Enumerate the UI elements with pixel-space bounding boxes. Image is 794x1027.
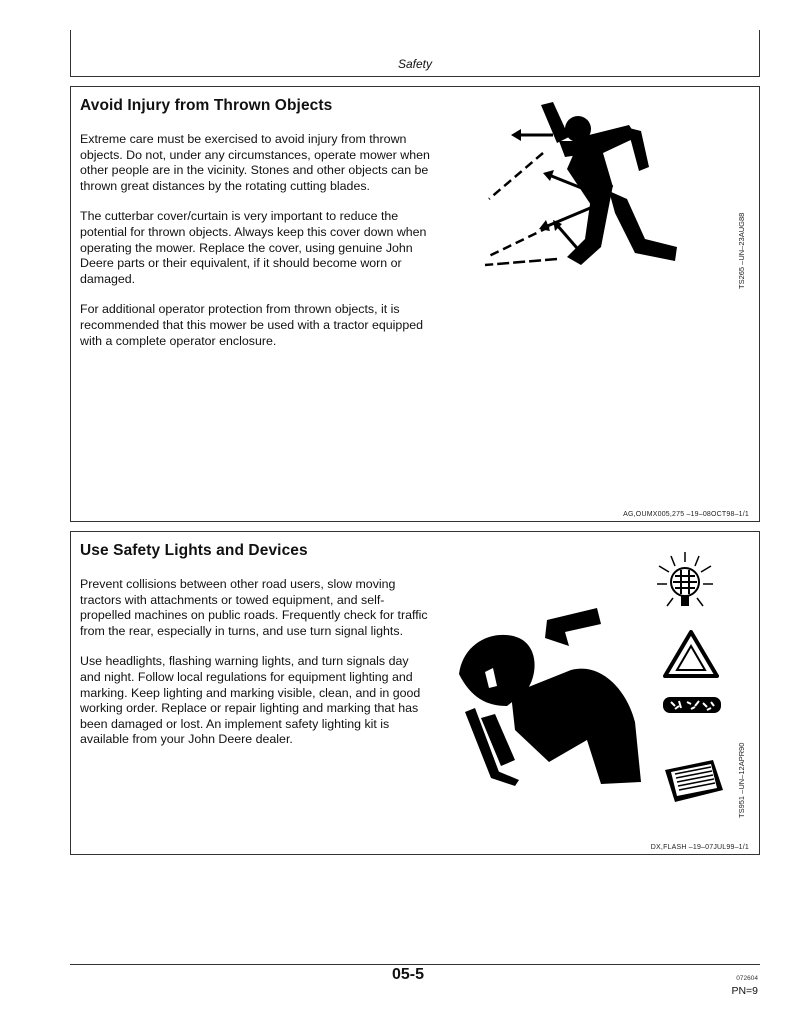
paragraph: For additional operator protection from thrown objects, it is recommended that this mower be used with a tractor equipped with a complete operator enclosure. [80, 302, 423, 348]
reflector-strip-icon [661, 694, 723, 716]
smv-triangle-icon [663, 630, 719, 678]
pn-label: PN=9 [731, 985, 758, 997]
header-right-rule [759, 30, 760, 76]
section-thrown-objects [70, 86, 760, 522]
reference-code: DX,FLASH –19–07JUL99–1/1 [650, 844, 749, 851]
section-body [80, 132, 430, 364]
reference-code: AG,OUMX005,275 –19–08OCT98–1/1 [623, 511, 749, 518]
header-left-rule [70, 30, 71, 76]
paragraph: Use headlights, flashing warning lights, and turn signals day and night. Follow local regulations for equipment lighting and marking. Keep lighting and marking visible, clean, and in good working order. Replace or repair lighting and marking that has been damaged or lost. An implement safety lighting kit is available from your John Deere dealer. [80, 654, 421, 747]
section-title: Avoid Injury from Thrown Objects [80, 97, 333, 114]
section-safety-lights [70, 531, 760, 855]
reflector-panel-icon [661, 756, 727, 806]
section-body [80, 577, 430, 763]
figure-code: TS265 –UN–23AUG88 [737, 212, 746, 289]
page-number: 05-5 [392, 966, 425, 983]
paragraph: Extreme care must be exercised to avoid injury from thrown objects. Do not, under any circumstances, operate mower when other people are in the vicinity. Stones and other objects can be thrown great distances by the rotating cutting blades. [80, 132, 430, 193]
footer-rule [70, 964, 760, 965]
flashing-beacon-icon [653, 548, 723, 618]
document-code: 072604 [736, 975, 758, 982]
header-bottom-rule [70, 76, 760, 77]
figure-code: TS951 –UN–12APR90 [737, 742, 746, 818]
section-title: Use Safety Lights and Devices [80, 542, 308, 559]
paragraph: The cutterbar cover/curtain is very important to reduce the potential for thrown objects. Always keep this cover down when operating the mower. Replace the cover, using genuine John Deere parts or their equivalent, if it should become worn or damaged. [80, 209, 427, 286]
operator-warning-pictogram [451, 602, 671, 802]
thrown-objects-pictogram [481, 97, 701, 287]
section-header: Safety [397, 57, 433, 71]
paragraph: Prevent collisions between other road users, slow moving tractors with attachments or towed equipment, and self-propelled machines on public roads. Frequently check for traffic from the rear, especially in turns, and use turn signal lights. [80, 577, 428, 638]
